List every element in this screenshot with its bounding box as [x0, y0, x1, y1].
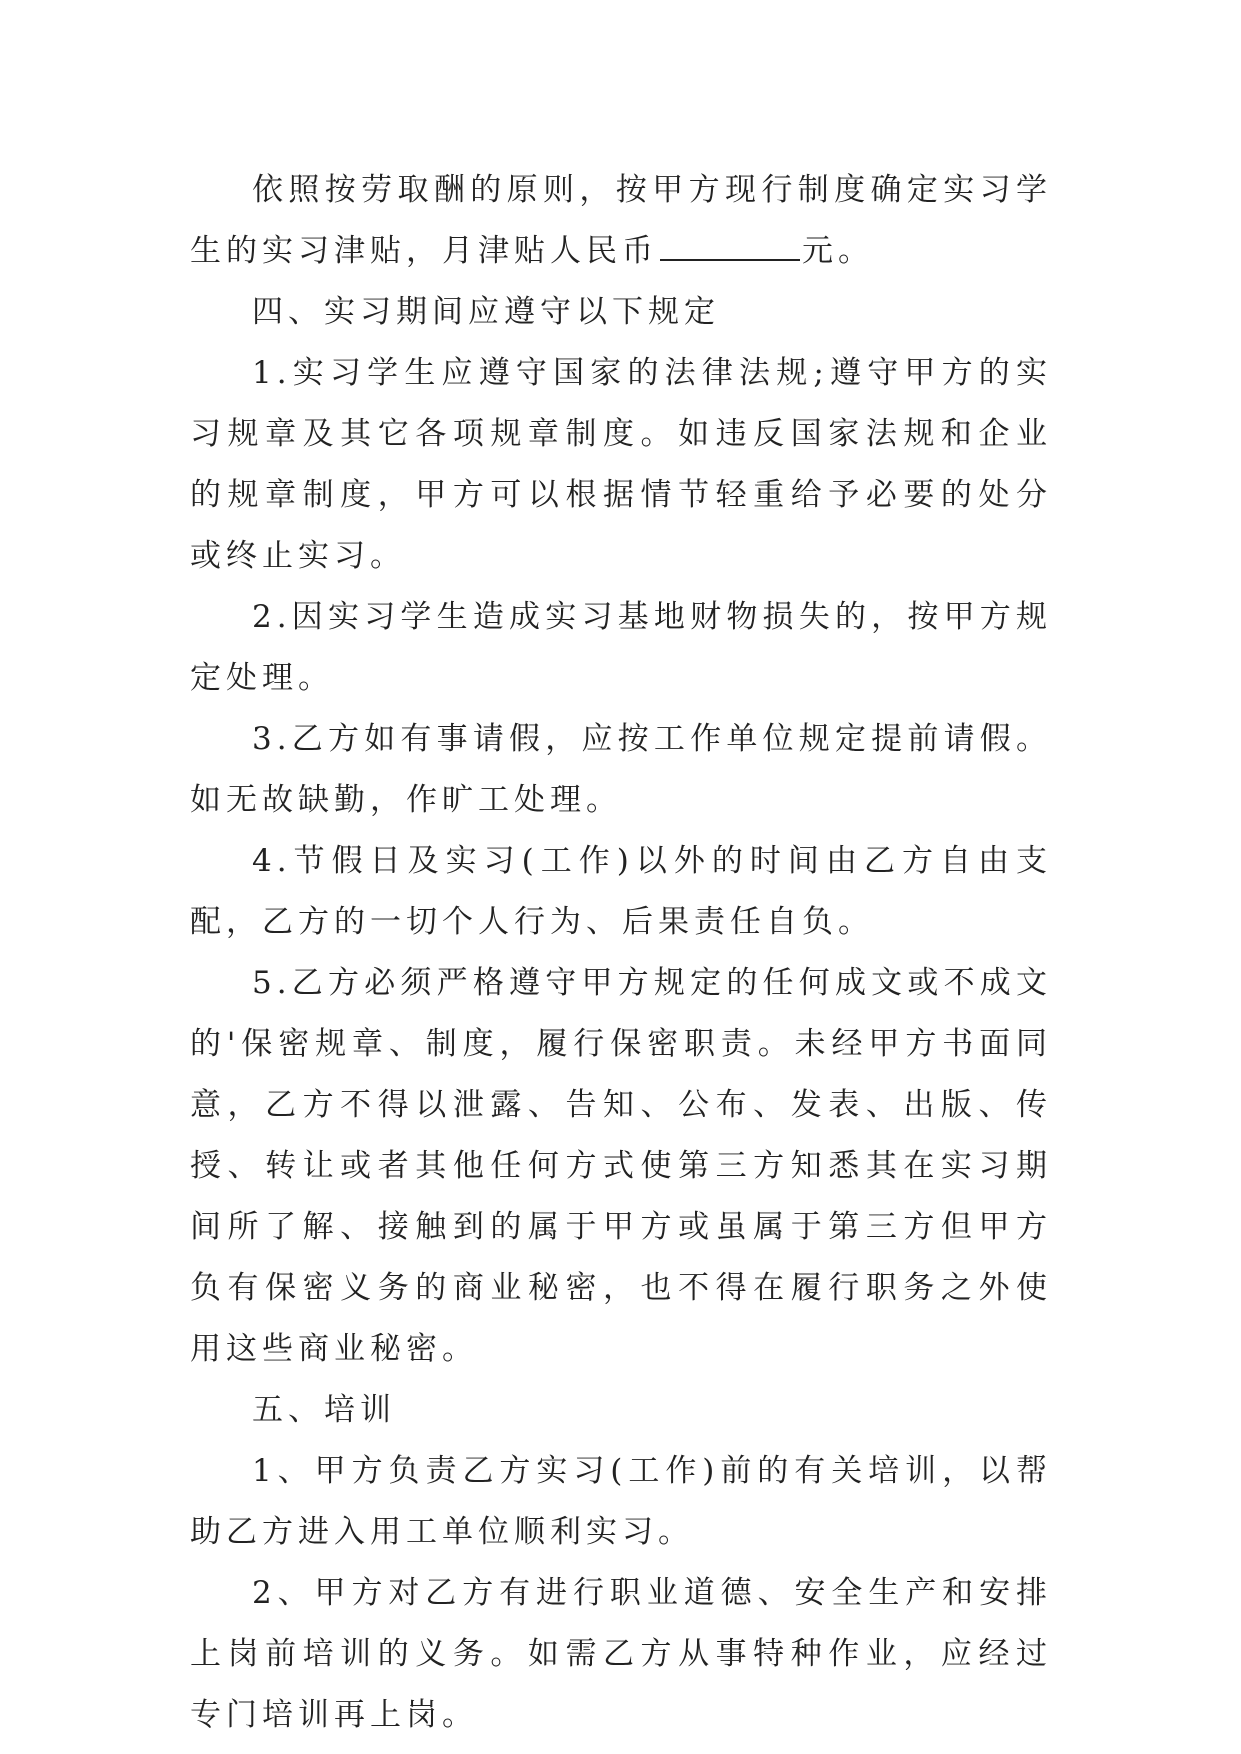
rule-item-3: 3.乙方如有事请假，应按工作单位规定提前请假。如无故缺勤，作旷工处理。: [190, 721, 1052, 818]
section-heading-rules: 四、实习期间应遵守以下规定: [252, 294, 720, 330]
allowance-amount-blank: [660, 229, 800, 261]
training-item-1: 1、甲方负责乙方实习(工作)前的有关培训，以帮助乙方进入用工单位顺利实习。: [190, 1453, 1052, 1550]
rule-item-2: 2.因实习学生造成实习基地财物损失的，按甲方规定处理。: [190, 599, 1052, 696]
section-heading-training: 五、培训: [252, 1392, 396, 1428]
rule-item-1: 1.实习学生应遵守国家的法律法规;遵守甲方的实习规章及其它各项规章制度。如违反国家法规和企业的规章制度，甲方可以根据情节轻重给予必要的处分或终止实习。: [190, 355, 1052, 574]
allowance-text: 依照按劳取酬的原则，按甲方现行制度确定实习学生的实习津贴，月津贴人民币: [190, 172, 1052, 269]
allowance-paragraph: [190, 160, 1052, 282]
document-body: [190, 160, 1052, 1746]
allowance-unit: 元。: [802, 233, 874, 269]
training-item-2: 2、甲方对乙方有进行职业道德、安全生产和安排上岗前培训的义务。如需乙方从事特种作业，应经过专门培训再上岗。: [190, 1575, 1052, 1733]
rule-item-5: 5.乙方必须严格遵守甲方规定的任何成文或不成文的'保密规章、制度，履行保密职责。未经甲方书面同意，乙方不得以泄露、告知、公布、发表、出版、传授、转让或者其他任何方式使第三方知悉其在实习期间所了解、接触到的属于甲方或虽属于第三方但甲方负有保密义务的商业秘密，也不得在履行职务之外使用这些商业秘密。: [190, 965, 1052, 1367]
rule-item-4: 4.节假日及实习(工作)以外的时间由乙方自由支配，乙方的一切个人行为、后果责任自负。: [190, 843, 1052, 940]
